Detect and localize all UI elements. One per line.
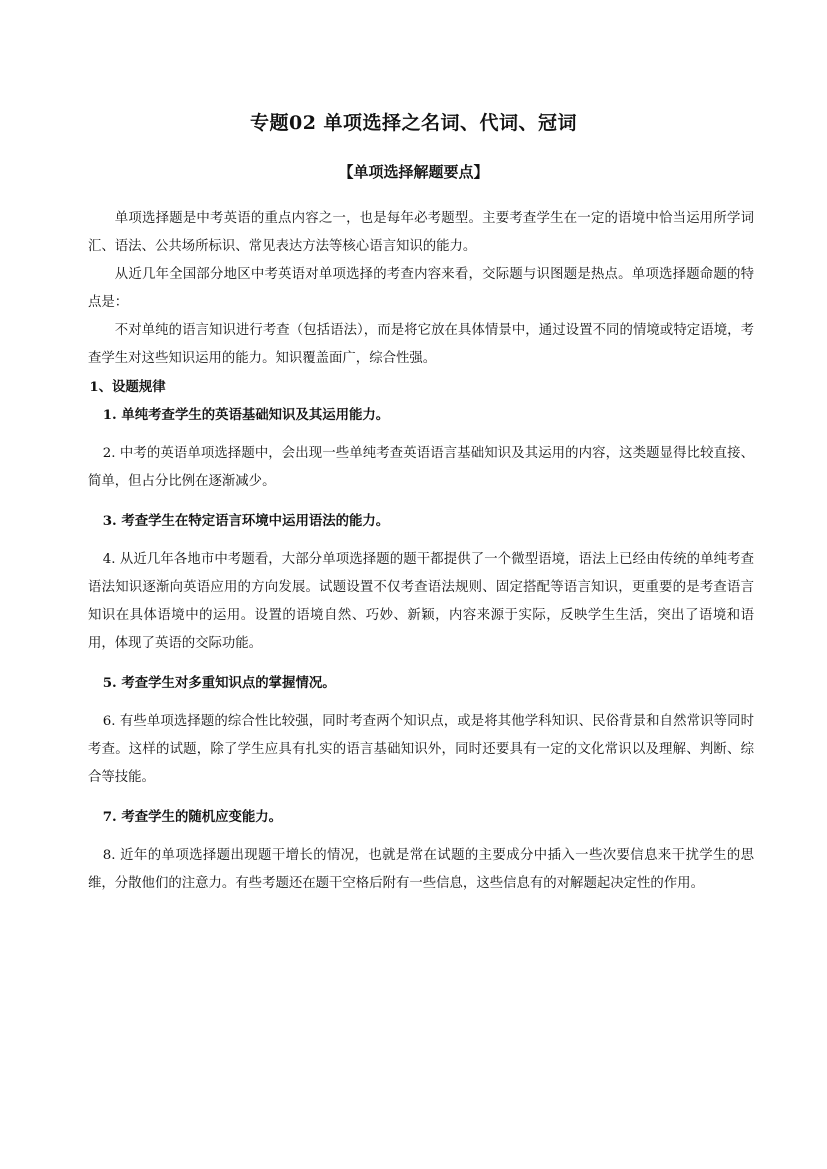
rule-heading: 3. 考查学生在特定语言环境中运用语法的能力。 <box>102 513 390 529</box>
rule-heading: 5. 考查学生对多重知识点的掌握情况。 <box>102 675 336 691</box>
spacer <box>88 792 754 803</box>
rule-paragraph: 8. 近年的单项选择题出现题干增长的情况，也就是常在试题的主要成分中插入一些次要信息来干扰学生的思维，分散他们的注意力。有些考题还在题干空格后附有一些信息，这些信息有的对解题起决定性的作用。 <box>88 848 754 891</box>
intro-paragraph: 不对单纯的语言知识进行考查（包括语法），而是将它放在具体情景中，通过设置不同的情境或特定语境，考查学生对这些知识运用的能力。知识覆盖面广，综合性强。 <box>88 323 754 366</box>
spacer <box>88 535 754 546</box>
rule-paragraph: 6. 有些单项选择题的综合性比较强，同时考查两个知识点，或是将其他学科知识、民俗背景和自然常识等同时考查。这样的试题，除了学生应具有扎实的语言基础知识外，同时还要具有一定的文化常识以及理解、判断、综合等技能。 <box>88 714 754 785</box>
spacer <box>88 658 754 669</box>
page-title: 专题02 单项选择之名词、代词、冠词 <box>249 112 578 134</box>
rule-heading: 7. 考查学生的随机应变能力。 <box>102 809 283 825</box>
rule-paragraph: 4. 从近几年各地市中考题看，大部分单项选择题的题干都提供了一个微型语境，语法上已经由传统的单纯考查语法知识逐渐向英语应用的方向发展。试题设置不仅考查语法规则、固定搭配等语言知识，更重要的是考查语言知识在具体语境中的运用。设置的语境自然、巧妙、新颖，内容来源于实际，反映学生生活，突出了语境和语用，体现了英语的交际功能。 <box>88 552 754 651</box>
intro-paragraph: 单项选择题是中考英语的重点内容之一，也是每年必考题型。主要考查学生在一定的语境中恰当运用所学词汇、语法、公共场所标识、常见表达方法等核心语言知识的能力。 <box>88 211 754 254</box>
spacer <box>88 697 754 708</box>
spacer <box>88 429 754 440</box>
section-subtitle: 【单项选择解题要点】 <box>338 163 489 181</box>
document-body <box>88 205 754 898</box>
rule-heading: 1. 单纯考查学生的英语基础知识及其运用能力。 <box>102 407 390 423</box>
spacer <box>88 496 754 507</box>
intro-paragraph: 从近几年全国部分地区中考英语对单项选择的考查内容来看，交际题与识图题是热点。单项选择题命题的特点是： <box>88 267 754 310</box>
spacer <box>88 831 754 842</box>
rule-paragraph: 2. 中考的英语单项选择题中，会出现一些单纯考查英语语言基础知识及其运用的内容，这类题显得比较直接、简单，但占分比例在逐渐减少。 <box>88 446 754 489</box>
section-heading: 1、设题规律 <box>89 379 166 395</box>
